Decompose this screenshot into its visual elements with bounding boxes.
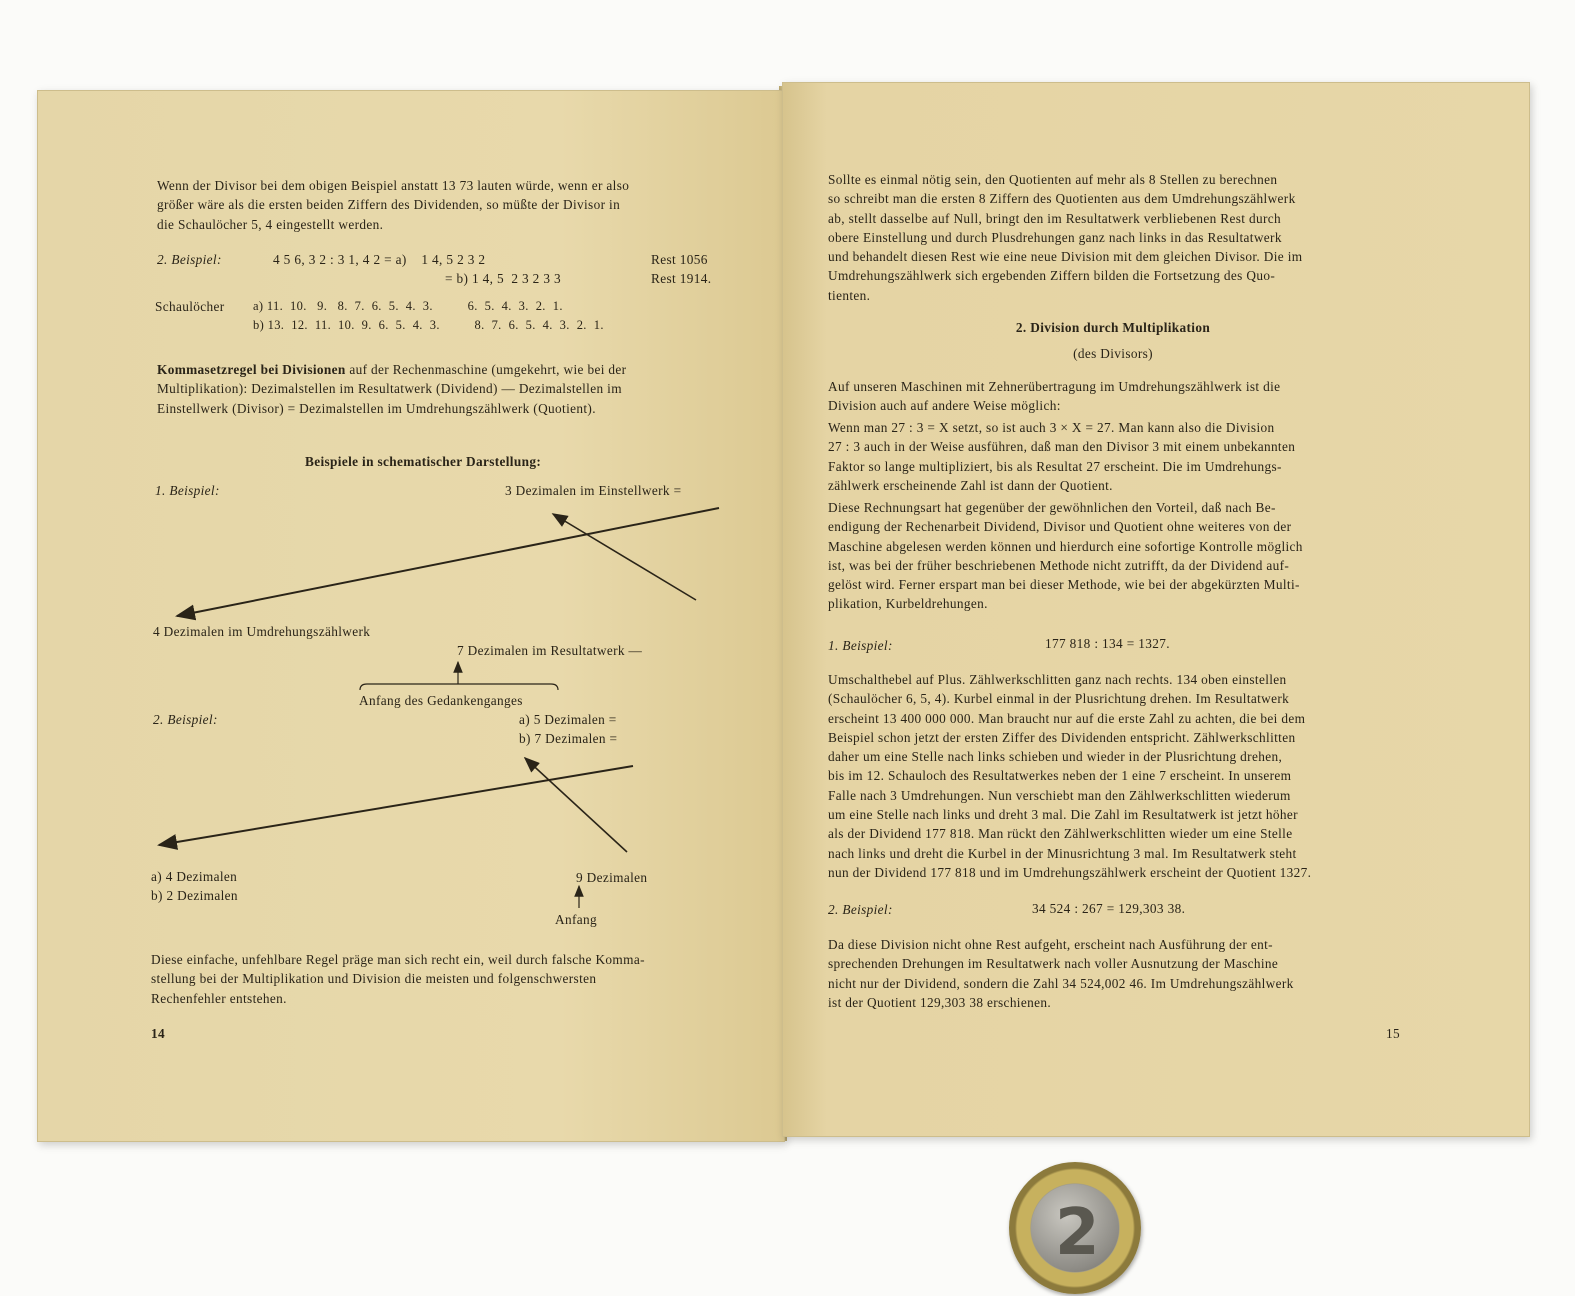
right-paragraph-3 <box>828 418 1398 495</box>
page-number-left: 14 <box>151 1026 165 1041</box>
schema-2-label: 2. Beispiel: <box>153 712 218 727</box>
text-line: Falle nach 3 Umdrehungen. Nun verschiebt man den Zählwerkschlitten wiederum <box>828 787 1291 803</box>
text-line: erscheint 13 400 000 000. Man braucht nur auf die erste Zahl zu achten, die bei dem <box>828 710 1306 726</box>
text-line: daher um eine Stelle nach links schieben und wieder in der Plusrichtung drehen, <box>828 749 1283 765</box>
schema-2-left-b: b) 2 Dezimalen <box>151 888 238 903</box>
text-line: zählwerk erscheinende Zahl ist dann der Quotient. <box>828 477 1113 493</box>
schaulocher-label: Schaulöcher <box>155 299 225 314</box>
schema-1-label: 1. Beispiel: <box>155 483 220 498</box>
example-2-line-a: 4 5 6, 3 2 : 3 1, 4 2 = a) 1 4, 5 2 3 2 <box>273 252 486 267</box>
text-line: ab, stellt dasselbe auf Null, bringt den im Resultatwerk verbliebenen Rest durch <box>828 210 1282 226</box>
right-paragraph-2 <box>828 377 1398 416</box>
text-line: tienten. <box>828 287 871 303</box>
rest-2: Rest 1914. <box>651 271 712 286</box>
right-paragraph-1 <box>828 170 1398 305</box>
text-line: Division auch auf andere Weise möglich: <box>828 398 1061 414</box>
schema-1-einstellwerk: 3 Dezimalen im Einstellwerk = <box>505 483 682 498</box>
text-line: Beispiel schon jetzt der ersten Ziffer des Dividenden entspricht. Zählwerkschlitten <box>828 729 1296 745</box>
arrow-line <box>177 508 719 616</box>
text-line: bis im 12. Schauloch des Resultatwerkes neben der 1 eine 7 erscheint. In unserem <box>828 768 1292 784</box>
text-line: obere Einstellung und durch Plusdrehungen ganz nach links in das Resultatwerk <box>828 229 1282 245</box>
euro-coin <box>1009 1162 1141 1294</box>
text-line: Einstellwerk (Divisor) = Dezimalstellen im Umdrehungszählwerk (Quotient). <box>157 400 596 416</box>
kommasetzregel-title: Kommasetzregel bei Divisionen <box>157 362 346 377</box>
text-line: stellung bei der Multiplikation und Division die meisten und folgenschwersten <box>151 971 597 987</box>
schema-2-b: b) 7 Dezimalen = <box>519 731 618 746</box>
text-line: ist der Quotient 129,303 38 erschienen. <box>828 994 1052 1010</box>
text-line: Diese einfache, unfehlbare Regel präge man sich recht ein, weil durch falsche Komma- <box>151 952 645 967</box>
text-line: um eine Stelle nach links und dreht 3 mal. Die Zahl im Resultatwerk ist jetzt höher <box>828 807 1298 823</box>
schema-1-resultatwerk: 7 Dezimalen im Resultatwerk — <box>457 643 643 658</box>
rest-1: Rest 1056 <box>651 252 708 267</box>
text-line: auf der Rechenmaschine (umgekehrt, wie bei der <box>345 362 627 377</box>
text-line: Wenn man 27 : 3 = X setzt, so ist auch 3 × X = 27. Man kann also die Division <box>828 420 1275 435</box>
text-line: die Schaulöcher 5, 4 eingestellt werden. <box>157 216 384 232</box>
text-line: Diese Rechnungsart hat gegenüber der gewöhnlichen den Vorteil, daß nach Be- <box>828 500 1276 515</box>
coin-denomination: 2 <box>1055 1196 1100 1270</box>
text-line: Da diese Division nicht ohne Rest aufgeht, erscheint nach Ausführung der ent- <box>828 937 1273 952</box>
right-paragraph-6 <box>828 935 1400 1012</box>
schema-2-left-a: a) 4 Dezimalen <box>151 869 238 884</box>
text-line: 27 : 3 auch in der Weise ausführen, daß man den Divisor 3 mit einem unbekannten <box>828 439 1296 455</box>
right-paragraph-5 <box>828 670 1400 882</box>
text-line: Umdrehungszählwerk sich ergebenden Ziffern bilden die Fortsetzung des Quo- <box>828 268 1276 284</box>
text-line: Maschine abgelesen werden können und hierdurch eine sofortige Kontrolle möglich <box>828 538 1303 554</box>
left-page <box>37 90 785 1142</box>
example-2-right-label: 2. Beispiel: <box>828 902 893 917</box>
example-2-label: 2. Beispiel: <box>157 252 222 267</box>
schaulocher-row-a: a) 11. 10. 9. 8. 7. 6. 5. 4. 3. 6. 5. 4. 3. 2. 1. <box>253 299 563 313</box>
text-line: Auf unseren Maschinen mit Zehnerübertragung im Umdrehungszählwerk ist die <box>828 379 1281 394</box>
bracket-line <box>360 684 558 690</box>
schaulocher-row-b: b) 13. 12. 11. 10. 9. 6. 5. 4. 3. 8. 7. 6. 5. 4. 3. 2. 1. <box>253 318 604 332</box>
text-line: Rechenfehler entstehen. <box>151 990 287 1006</box>
schema-2-anfang: Anfang <box>555 912 597 927</box>
text-line: ist, was bei der früher beschriebenen Methode nicht zutrifft, da der Dividend auf- <box>828 557 1290 573</box>
text-line: als der Dividend 177 818. Man rückt den Zählwerkschlitten wieder um eine Stelle <box>828 826 1293 842</box>
text-line: so schreibt man die ersten 8 Ziffern des Quotienten aus dem Umdrehungszählwerk <box>828 191 1296 207</box>
example-1-label: 1. Beispiel: <box>828 638 893 653</box>
text-line: (Schaulöcher 6, 5, 4). Kurbel einmal in der Plusrichtung drehen. Im Resultatwerk <box>828 691 1290 707</box>
text-line: Wenn der Divisor bei dem obigen Beispiel anstatt 13 73 lauten würde, wenn er also <box>157 178 630 193</box>
text-line: sprechenden Drehungen im Resultatwerk nach voller Ausnutzung der Maschine <box>828 956 1279 972</box>
text-line: Sollte es einmal nötig sein, den Quotienten auf mehr als 8 Stellen zu berechnen <box>828 172 1278 187</box>
example-2-line-b: = b) 1 4, 5 2 3 2 3 3 <box>445 271 562 286</box>
section-subheading: (des Divisors) <box>1073 346 1153 361</box>
text-line: nicht nur der Dividend, sondern die Zahl 34 524,002 46. Im Umdrehungszählwerk <box>828 975 1294 991</box>
text-line: gelöst wird. Ferner erspart man bei dieser Methode, wie bei der abgekürzten Multi- <box>828 577 1300 593</box>
section-heading: 2. Division durch Multiplikation <box>1015 320 1211 335</box>
schema-2-a: a) 5 Dezimalen = <box>519 712 617 727</box>
schema-1-umdrehungszahlwerk: 4 Dezimalen im Umdrehungszählwerk <box>153 624 371 639</box>
example-1-formula: 177 818 : 134 = 1327. <box>1045 636 1170 651</box>
text-line: nach links und dreht die Kurbel in der Minusrichtung 3 mal. Im Resultatwerk steht <box>828 845 1297 861</box>
left-final-paragraph <box>151 950 724 1008</box>
schema-2-nine-decimals: 9 Dezimalen <box>576 870 648 885</box>
text-line: endigung der Rechenarbeit Dividend, Divisor und Quotient ohne weiteres von der <box>828 519 1292 535</box>
text-line: nun der Dividend 177 818 und im Umdrehungszählwerk erscheint der Quotient 1327. <box>828 864 1312 880</box>
page-number-right: 15 <box>1386 1026 1400 1041</box>
example-2-formula: 34 524 : 267 = 129,303 38. <box>1032 901 1186 916</box>
right-page <box>782 82 1530 1137</box>
text-line: Faktor so lange multipliziert, bis als Resultat 27 erscheint. Die im Umdrehungs- <box>828 458 1282 474</box>
text-line: größer wäre als die ersten beiden Ziffern des Dividenden, so müßte der Divisor in <box>157 197 621 213</box>
schema-1-anfang: Anfang des Gedankenganges <box>359 693 523 708</box>
text-line: Multiplikation): Dezimalstellen im Resultatwerk (Dividend) — Dezimalstellen im <box>157 381 622 397</box>
coin-center <box>1031 1184 1119 1272</box>
text-line: Umschalthebel auf Plus. Zählwerkschlitten ganz nach rechts. 134 oben einstellen <box>828 672 1287 687</box>
text-line: und behandelt diesen Rest wie eine neue Division mit dem gleichen Divisor. Die im <box>828 249 1303 265</box>
right-paragraph-4 <box>828 498 1398 614</box>
text-line: plikation, Kurbeldrehungen. <box>828 596 988 612</box>
arrow-line <box>159 766 633 845</box>
schema-title: Beispiele in schematischer Darstellung: <box>305 454 542 469</box>
arrow-line <box>525 758 627 852</box>
